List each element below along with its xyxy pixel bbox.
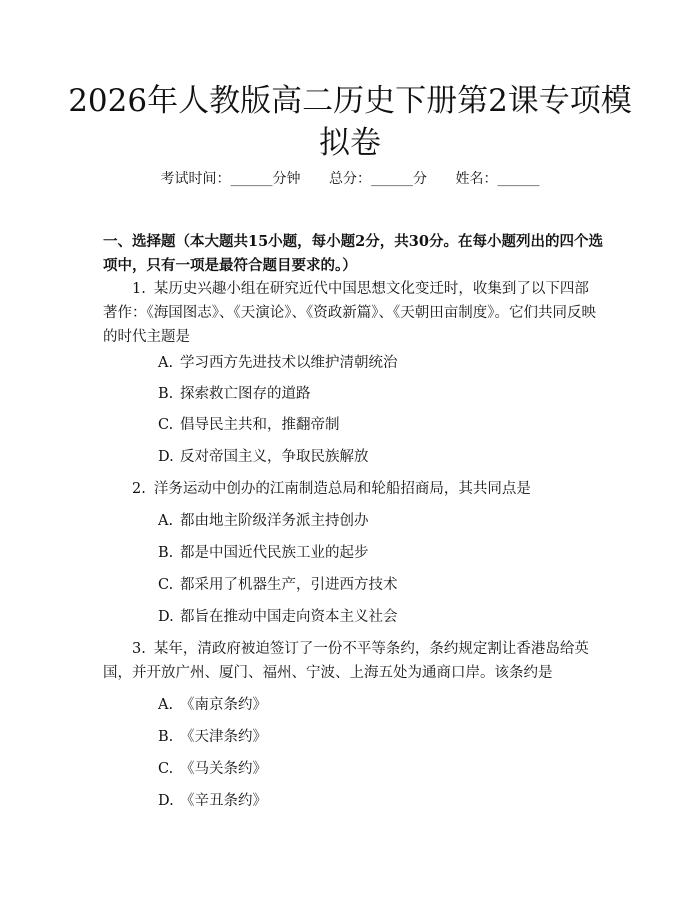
student-name-field: 姓名：______ [455,171,540,187]
q3-option-b [158,726,267,748]
total-score-field: 总分：______分 [329,171,427,187]
option-text: 都采用了机器生产，引进西方技术 [180,577,398,593]
q2-option-d [158,606,398,628]
question-text: 某历史兴趣小组在研究近代中国思想文化变迁时，收集到了以下四部著作：《海国图志》、《天演论》、《资政新篇》、《天朝田亩制度》。它们共同反映的时代主题是 [103,281,596,345]
q1-option-b [158,383,311,405]
exam-time-field: 考试时间：______分钟 [160,171,301,187]
question-3 [103,637,603,685]
option-text: 都由地主阶级洋务派主持创办 [180,513,369,529]
option-letter: D. [158,793,174,809]
option-letter: C. [158,577,174,593]
option-letter: A. [158,513,174,529]
exam-meta [0,168,700,188]
q3-option-c [158,758,267,780]
q1-option-c [158,414,340,436]
q1-option-a [158,352,398,374]
q3-option-d [158,790,267,812]
option-letter: A. [158,697,174,713]
page-title: 2026年人教版高二历史下册第2课专项模拟卷 [68,83,632,161]
question-text: 洋务运动中创办的江南制造总局和轮船招商局，其共同点是 [153,481,531,497]
option-text: 学习西方先进技术以维护清朝统治 [180,355,398,371]
option-text: 《南京条约》 [180,697,267,713]
option-text: 都是中国近代民族工业的起步 [180,545,369,561]
question-2 [103,477,603,501]
option-letter: A. [158,355,174,371]
section-heading: 一、选择题（本大题共15小题，每小题2分，共30分。在每小题列出的四个选项中，只有一项是最符合题目要求的。） [103,233,603,274]
option-text: 都旨在推动中国走向资本主义社会 [180,609,398,625]
question-text: 某年，清政府被迫签订了一份不平等条约，条约规定割让香港岛给英国，并开放广州、厦门、福州、宁波、上海五处为通商口岸。该条约是 [103,641,589,681]
option-text: 反对帝国主义，争取民族解放 [180,449,369,465]
option-text: 《天津条约》 [180,729,267,745]
question-number: 1. [132,281,146,297]
q2-option-b [158,542,369,564]
question-1 [103,277,603,349]
option-letter: B. [158,729,174,745]
option-text: 倡导民主共和，推翻帝制 [180,417,340,433]
option-text: 《马关条约》 [180,761,267,777]
option-letter: C. [158,761,174,777]
q3-option-a [158,694,267,716]
option-letter: B. [158,545,174,561]
q1-option-d [158,446,369,468]
q2-option-a [158,510,369,532]
q2-option-c [158,574,398,596]
option-text: 《辛丑条约》 [180,793,267,809]
option-letter: B. [158,386,174,402]
question-number: 2. [132,481,146,497]
option-letter: C. [158,417,174,433]
option-letter: D. [158,609,174,625]
question-number: 3. [132,641,146,657]
option-text: 探索救亡图存的道路 [180,386,311,402]
option-letter: D. [158,449,174,465]
